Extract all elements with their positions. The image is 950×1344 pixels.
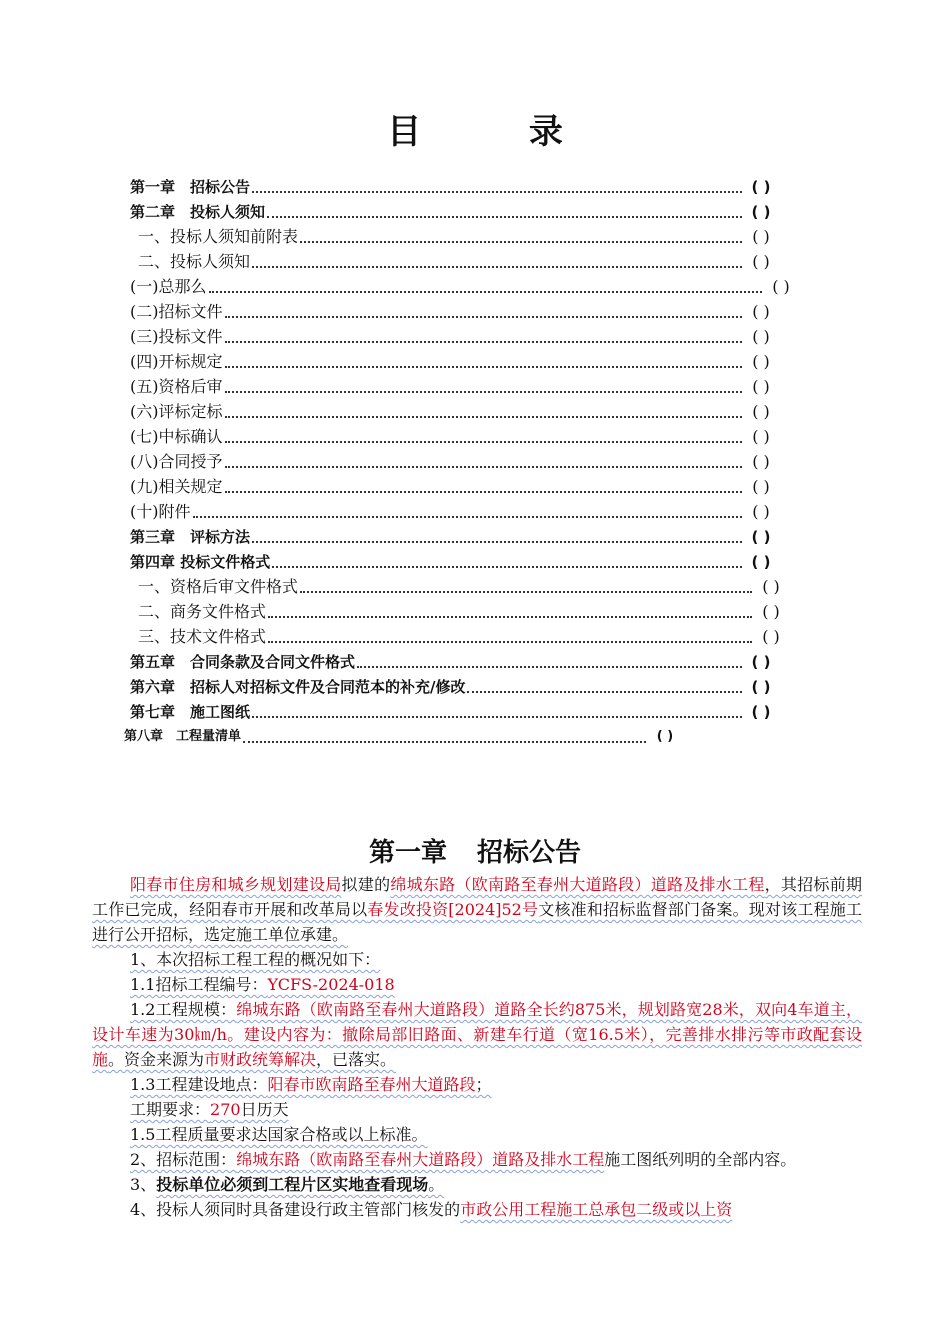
paragraph-intro bbox=[92, 872, 862, 947]
toc-entry-label: (六)评标定标 bbox=[130, 402, 223, 421]
toc-entry[interactable] bbox=[138, 225, 778, 249]
toc-leader-dots bbox=[209, 277, 763, 293]
qualification-requirement: 市政公用工程施工总承包二级或以上资 bbox=[460, 1200, 733, 1219]
text: 施工图纸列明的全部内容。 bbox=[604, 1150, 797, 1169]
text: 。 bbox=[428, 1175, 445, 1194]
text: ，已落实。 bbox=[316, 1050, 397, 1069]
toc-entry-label: 一、投标人须知前附表 bbox=[138, 227, 299, 246]
text: 日历天 bbox=[240, 1100, 289, 1119]
toc-entry[interactable] bbox=[138, 600, 788, 624]
toc-entry[interactable] bbox=[130, 675, 778, 699]
text: 工期要求： bbox=[130, 1100, 211, 1119]
chapter-title bbox=[0, 832, 950, 869]
toc-leader-dots bbox=[225, 352, 743, 368]
toc-entry-label: 第三章 评标方法 bbox=[130, 528, 251, 546]
chapter-number: 第一章 bbox=[368, 838, 447, 868]
toc-entry-page: ( ) bbox=[656, 729, 674, 744]
text: 文核准和招标监督部门备案。现对该工程施工进行公开招标，选定施工单位承建。 bbox=[92, 900, 862, 944]
toc-entry-page: ( ) bbox=[751, 553, 771, 571]
text: ； bbox=[475, 1075, 492, 1094]
toc-entry-label: 第五章 合同条款及合同文件格式 bbox=[130, 653, 356, 671]
text: 1.3工程建设地点： bbox=[130, 1075, 268, 1094]
toc-leader-dots bbox=[225, 377, 743, 393]
toc-leader-dots bbox=[225, 402, 743, 418]
toc-leader-dots bbox=[300, 227, 742, 243]
text: 1.1招标工程编号： bbox=[130, 975, 268, 994]
toc-entry[interactable] bbox=[130, 200, 778, 224]
toc-entry-label: 第四章 投标文件格式 bbox=[130, 553, 271, 571]
toc-entry-page: ( ) bbox=[752, 427, 770, 446]
toc-leader-dots bbox=[243, 727, 646, 743]
paragraph-scope bbox=[92, 1147, 862, 1172]
toc-entry-page: ( ) bbox=[752, 402, 770, 421]
paragraph-location bbox=[92, 1072, 862, 1097]
chapter-body bbox=[92, 872, 862, 1222]
toc-leader-dots bbox=[272, 552, 742, 568]
toc-entry-label: (九)相关规定 bbox=[130, 477, 223, 496]
toc-leader-dots bbox=[225, 427, 743, 443]
toc-entry-label: 第八章 工程量清单 bbox=[124, 729, 242, 744]
text: 拟建的 bbox=[341, 875, 391, 894]
paragraph-overview bbox=[92, 947, 862, 972]
toc-entry[interactable] bbox=[130, 425, 778, 449]
duration-days: 270 bbox=[210, 1100, 241, 1119]
toc-entry-label: (八)合同授予 bbox=[130, 452, 223, 471]
toc-entry[interactable] bbox=[138, 575, 788, 599]
toc-entry-page: ( ) bbox=[752, 377, 770, 396]
toc-leader-dots bbox=[225, 302, 743, 318]
paragraph-quality bbox=[92, 1122, 862, 1147]
toc-entry[interactable] bbox=[130, 175, 778, 199]
toc-entry[interactable] bbox=[130, 500, 778, 524]
toc-leader-dots bbox=[300, 577, 752, 593]
toc-entry-label: (十)附件 bbox=[130, 502, 191, 521]
text: 2、招标范围： bbox=[130, 1150, 237, 1169]
toc-entry[interactable] bbox=[130, 300, 778, 324]
toc-entry[interactable] bbox=[130, 375, 778, 399]
toc-entry-page: ( ) bbox=[752, 502, 770, 521]
toc-entry[interactable] bbox=[130, 275, 798, 299]
toc-entry-page: ( ) bbox=[752, 452, 770, 471]
toc-entry-page: ( ) bbox=[752, 227, 770, 246]
toc-entry[interactable] bbox=[130, 400, 778, 424]
toc-title: 目 录 bbox=[387, 112, 611, 152]
toc-entry-page: ( ) bbox=[751, 178, 771, 196]
toc-leader-dots bbox=[268, 627, 752, 643]
text: ，其招标前期工作已完成，经阳春市开展和改革局以 bbox=[92, 875, 862, 919]
toc-entry-page: ( ) bbox=[751, 678, 771, 696]
project-scale: 绵城东路（欧南路至春州大道路段）道路全长约875米，规划路宽28米，双向4车道主，设计车速为30㎞/h。建设内容为：撤除局部旧路面、新建车行道（宽16.5米），完善排水排污等市政配套设施 bbox=[92, 1000, 862, 1069]
toc-leader-dots bbox=[268, 602, 752, 618]
toc-entry-page: ( ) bbox=[751, 528, 771, 546]
toc-leader-dots bbox=[193, 502, 743, 518]
text: 1.5工程质量要求达国家合格或以上标准。 bbox=[130, 1125, 428, 1144]
paragraph-site-visit bbox=[92, 1172, 862, 1197]
funding-source: 市财政统筹解决 bbox=[204, 1050, 317, 1069]
toc-entry-label: (二)招标文件 bbox=[130, 302, 223, 321]
toc-entry-page: ( ) bbox=[751, 703, 771, 721]
toc-entry-page: ( ) bbox=[752, 352, 770, 371]
toc-entry-label: (五)资格后审 bbox=[130, 377, 223, 396]
toc-leader-dots bbox=[357, 652, 742, 668]
toc-leader-dots bbox=[252, 702, 742, 718]
toc-entry-label: (一)总那么 bbox=[130, 277, 207, 296]
toc-entry-label: 第一章 招标公告 bbox=[130, 178, 251, 196]
toc-leader-dots bbox=[252, 252, 742, 268]
toc-entry-page: ( ) bbox=[752, 302, 770, 321]
toc-entry[interactable] bbox=[138, 625, 788, 649]
toc-entry-page: ( ) bbox=[752, 252, 770, 271]
project-name: 绵城东路（欧南路至春州大道路段）道路及排水工程 bbox=[390, 875, 765, 894]
toc-entry[interactable] bbox=[130, 700, 778, 724]
toc-entry-page: ( ) bbox=[751, 653, 771, 671]
toc-entry[interactable] bbox=[138, 250, 778, 274]
chapter-name: 招标公告 bbox=[477, 838, 582, 868]
toc-leader-dots bbox=[252, 527, 742, 543]
paragraph-duration bbox=[92, 1097, 862, 1122]
toc-entry-label: 第七章 施工图纸 bbox=[130, 703, 251, 721]
text: 。资金来源为 bbox=[108, 1050, 205, 1069]
toc-entry-label: 二、投标人须知 bbox=[138, 252, 251, 271]
toc-entry-page: ( ) bbox=[762, 627, 780, 646]
toc-entry[interactable] bbox=[130, 550, 778, 574]
toc-entry-page: ( ) bbox=[762, 577, 780, 596]
toc-entry-page: ( ) bbox=[752, 327, 770, 346]
toc-leader-dots bbox=[225, 327, 743, 343]
toc-leader-dots bbox=[225, 452, 743, 468]
toc-entry[interactable] bbox=[130, 325, 778, 349]
paragraph-project-number bbox=[92, 972, 862, 997]
toc-entry-label: 三、技术文件格式 bbox=[138, 627, 267, 646]
text: 3、 bbox=[130, 1175, 157, 1194]
paragraph-qualification bbox=[92, 1197, 862, 1222]
toc-leader-dots bbox=[467, 677, 742, 693]
toc-entry-label: 二、商务文件格式 bbox=[138, 602, 267, 621]
tenderer-name: 阳春市住房和城乡规划建设局 bbox=[130, 875, 342, 894]
paragraph-scale bbox=[92, 997, 862, 1072]
toc-entry[interactable] bbox=[130, 350, 778, 374]
toc-entry-label: (三)投标文件 bbox=[130, 327, 223, 346]
toc-entry-page: ( ) bbox=[772, 277, 790, 296]
toc-entry[interactable] bbox=[130, 650, 778, 674]
toc-entry-label: 第六章 招标人对招标文件及合同范本的补充/修改 bbox=[130, 678, 466, 696]
toc-entry-page: ( ) bbox=[752, 477, 770, 496]
toc-entry-label: (七)中标确认 bbox=[130, 427, 223, 446]
scope-project: 绵城东路（欧南路至春州大道路段）道路及排水工程 bbox=[236, 1150, 605, 1169]
toc-entry[interactable] bbox=[130, 525, 778, 549]
toc-leader-dots bbox=[252, 177, 742, 193]
project-location: 阳春市欧南路至春州大道路段 bbox=[267, 1075, 476, 1094]
toc-leader-dots bbox=[267, 202, 742, 218]
project-number: YCFS-2024-018 bbox=[267, 975, 395, 994]
text: 1、本次招标工程工程的概况如下： bbox=[130, 950, 381, 969]
text: 4、投标人须同时具备建设行政主管部门核发的 bbox=[130, 1200, 461, 1219]
toc-entry[interactable] bbox=[130, 450, 778, 474]
text: 1.2工程规模： bbox=[130, 1000, 237, 1019]
toc-entry-label: 第二章 投标人须知 bbox=[130, 203, 266, 221]
toc-entry[interactable] bbox=[130, 475, 778, 499]
toc-entry-label: (四)开标规定 bbox=[130, 352, 223, 371]
toc-entry-page: ( ) bbox=[762, 602, 780, 621]
toc-entry-page: ( ) bbox=[751, 203, 771, 221]
approval-doc-number: 春发改投资[2024]52号 bbox=[367, 900, 539, 919]
toc-leader-dots bbox=[225, 477, 743, 493]
toc-entry[interactable] bbox=[124, 725, 682, 749]
toc-entry-label: 一、资格后审文件格式 bbox=[138, 577, 299, 596]
site-visit-requirement: 投标单位必须到工程片区实地查看现场 bbox=[156, 1175, 429, 1194]
